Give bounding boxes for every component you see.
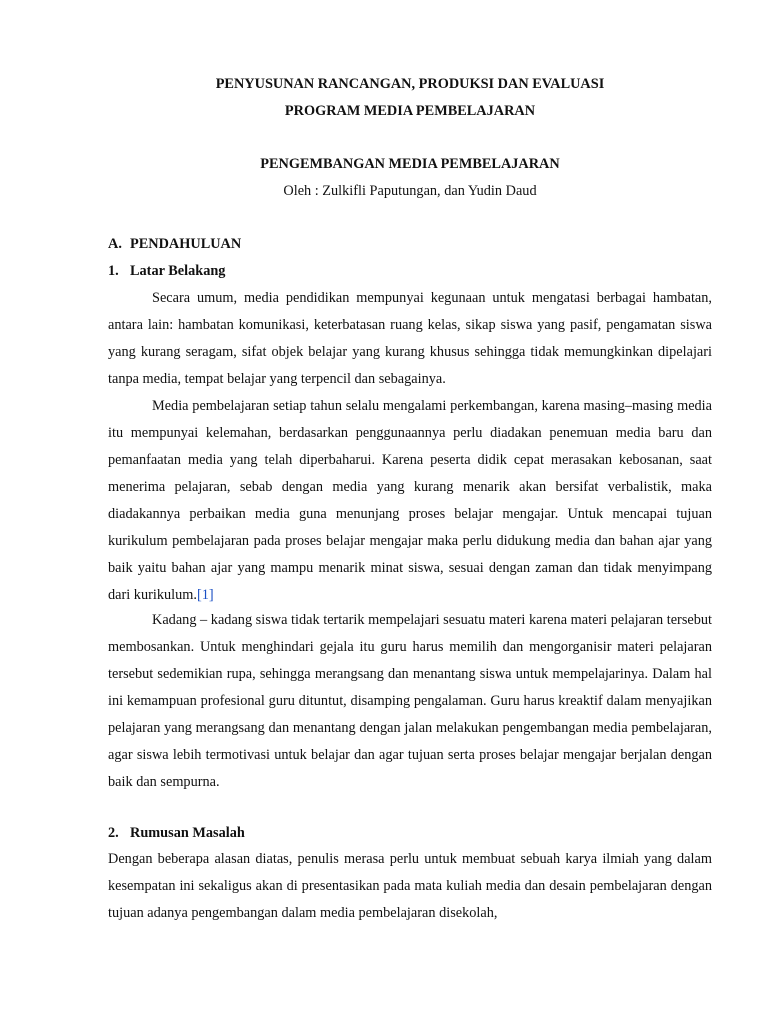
subsection-title: Rumusan Masalah bbox=[130, 825, 245, 841]
footnote-reference-link[interactable]: [1] bbox=[196, 587, 214, 603]
subsection-title: Latar Belakang bbox=[130, 263, 226, 279]
document-title-line-1: PENYUSUNAN RANCANGAN, PRODUKSI DAN EVALUASI bbox=[215, 76, 605, 92]
subsection-heading-latar-belakang bbox=[108, 263, 225, 280]
subsection-number: 1. bbox=[108, 263, 119, 279]
document-title-line-2: PROGRAM MEDIA PEMBELAJARAN bbox=[284, 103, 536, 119]
subsection-number: 2. bbox=[108, 825, 119, 841]
document-authors: Oleh : Zulkifli Paputungan, dan Yudin Daud bbox=[283, 183, 537, 199]
paragraph-latar-belakang-1: Secara umum, media pendidikan mempunyai kegunaan untuk mengatasi berbagai hambatan, antara lain: hambatan komunikasi, keterbatasan ruang kelas, sikap siswa yang pasif, pengamatan siswa yang kurang seragam, sifat objek belajar yang kurang khusus sehingga tidak memungkinkan dipelajari tanpa media, tempat belajar yang terpencil dan sebagainya. bbox=[108, 290, 712, 387]
section-letter: A. bbox=[108, 236, 122, 252]
subsection-heading-rumusan-masalah bbox=[108, 825, 245, 842]
document-subtitle: PENGEMBANGAN MEDIA PEMBELAJARAN bbox=[260, 156, 560, 172]
paragraph-rumusan-masalah-1: Dengan beberapa alasan diatas, penulis merasa perlu untuk membuat sebuah karya ilmiah yang dalam kesempatan ini sekaligus akan di presentasikan pada mata kuliah media dan desain pembelajaran dengan tujuan adanya pengembangan dalam media pembelajaran disekolah, bbox=[108, 851, 712, 921]
paragraph-latar-belakang-2 bbox=[108, 393, 712, 609]
paragraph-text: Media pembelajaran setiap tahun selalu mengalami perkembangan, karena masing–masing media itu mempunyai kelemahan, berdasarkan penggunaannya perlu diadakan penemuan media baru dan pemanfaatan media yang telah diperbaharui. Karena peserta didik cepat merasakan kebosanan, saat menerima pelajaran, sebab dengan media yang kurang menarik akan bersifat verbalistik, maka diadakannya perbaikan media guna menunjang proses belajar mengajar. Untuk mencapai tujuan kurikulum pembelajaran pada proses belajar mengajar maka perlu didukung media dan bahan ajar yang baik yaitu bahan ajar yang mampu menarik minat siswa, sesuai dengan zaman dan tidak menyimpang dari kurikulum. bbox=[108, 398, 712, 603]
section-heading-pendahuluan bbox=[108, 236, 241, 253]
paragraph-latar-belakang-3: Kadang – kadang siswa tidak tertarik mempelajari sesuatu materi karena materi pelajaran tersebut membosankan. Untuk menghindari gejala itu guru harus memilih dan mengorganisir materi pelajaran tersebut sedemikian rupa, sehingga merangsang dan menantang siswa untuk mempelajarinya. Dalam hal ini kemampuan profesional guru dituntut, disamping pengalaman. Guru harus kreaktif dalam menyajikan pelajaran yang merangsang dan menantang dengan jalan melakukan pengembangan media pembelajaran, agar siswa lebih termotivasi untuk belajar dan agar tujuan serta proses belajar mengajar berjalan dengan baik dan sempurna. bbox=[108, 612, 712, 790]
section-title: PENDAHULUAN bbox=[130, 236, 242, 252]
